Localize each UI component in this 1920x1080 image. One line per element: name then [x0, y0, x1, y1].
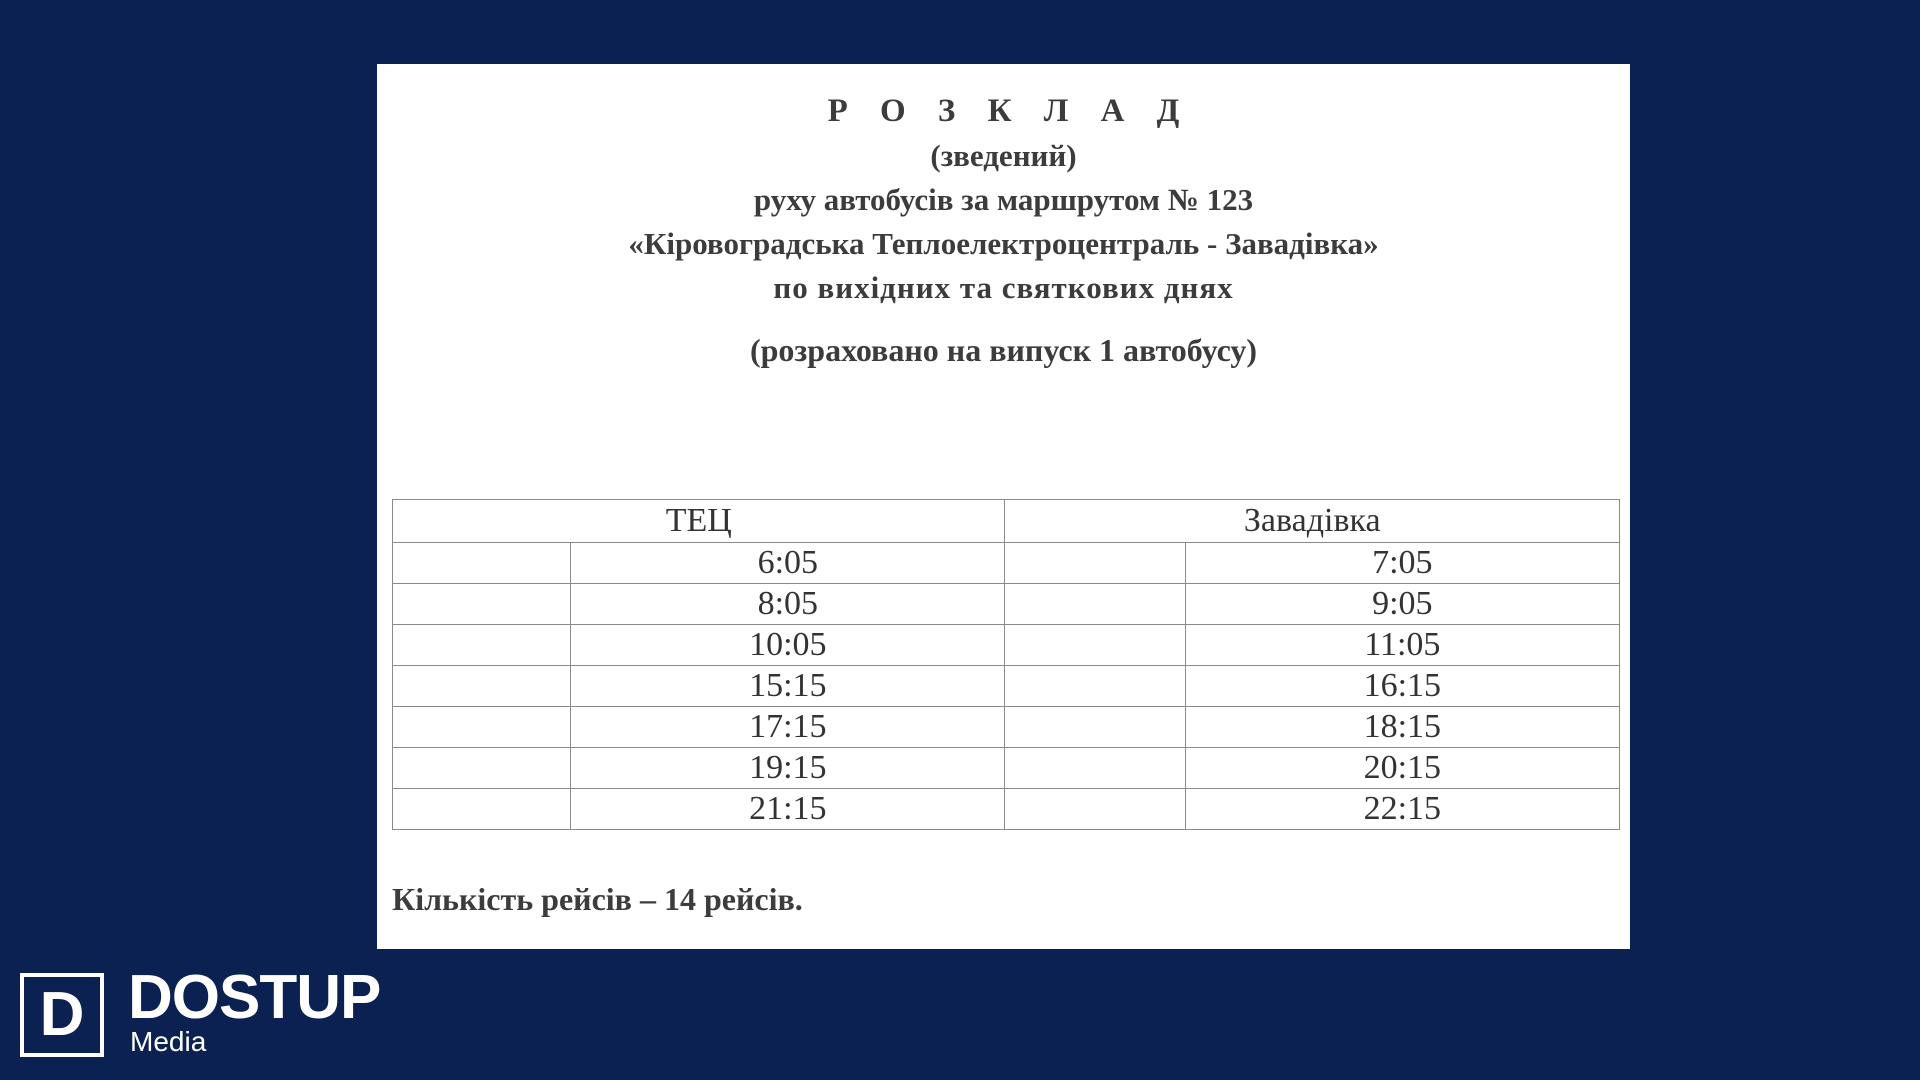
logo-name: DOSTUP	[128, 963, 381, 1032]
tets-time-cell: 15:15	[571, 666, 1005, 707]
blank-cell	[393, 707, 571, 748]
blank-cell	[1005, 584, 1185, 625]
document-subtitle: (зведений)	[930, 138, 1077, 173]
schedule-document	[377, 64, 1630, 949]
tets-time-cell: 10:05	[571, 625, 1005, 666]
zavadivka-time-cell: 18:15	[1185, 707, 1619, 748]
trips-count-note: Кількість рейсів – 14 рейсів.	[392, 881, 803, 917]
blank-cell	[393, 584, 571, 625]
blank-cell	[393, 625, 571, 666]
table-row	[393, 789, 1620, 830]
days-line: по вихідних та святкових днях	[773, 270, 1234, 305]
blank-cell	[1005, 666, 1185, 707]
blank-cell	[393, 543, 571, 584]
route-line: руху автобусів за маршрутом № 123	[753, 182, 1254, 217]
tets-time-cell: 6:05	[571, 543, 1005, 584]
header-tets: ТЕЦ	[393, 500, 1005, 543]
blank-cell	[1005, 543, 1185, 584]
route-name: «Кіровоградська Теплоелектроцентраль - Завадівка»	[628, 226, 1379, 261]
blank-cell	[1005, 748, 1185, 789]
zavadivka-time-cell: 11:05	[1185, 625, 1619, 666]
document-title: Р О З К Л А Д	[827, 93, 1192, 129]
zavadivka-time-cell: 16:15	[1185, 666, 1619, 707]
table-row	[393, 543, 1620, 584]
tets-time-cell: 21:15	[571, 789, 1005, 830]
table-row	[393, 584, 1620, 625]
table-row	[393, 748, 1620, 789]
logo-letter-box: D	[20, 973, 104, 1057]
logo-sub: Media	[130, 1026, 207, 1057]
table-row	[393, 707, 1620, 748]
tets-time-cell: 19:15	[571, 748, 1005, 789]
tets-time-cell: 17:15	[571, 707, 1005, 748]
blank-cell	[393, 789, 571, 830]
schedule-body	[393, 543, 1620, 830]
blank-cell	[1005, 625, 1185, 666]
table-header-row	[393, 500, 1620, 543]
calc-note: (розраховано на випуск 1 автобусу)	[749, 332, 1258, 368]
header-zavadivka: Завадівка	[1005, 500, 1620, 543]
zavadivka-time-cell: 7:05	[1185, 543, 1619, 584]
schedule-table	[392, 499, 1620, 830]
blank-cell	[393, 666, 571, 707]
table-row	[393, 625, 1620, 666]
table-row	[393, 666, 1620, 707]
blank-cell	[1005, 707, 1185, 748]
blank-cell	[393, 748, 571, 789]
tets-time-cell: 8:05	[571, 584, 1005, 625]
zavadivka-time-cell: 22:15	[1185, 789, 1619, 830]
zavadivka-time-cell: 9:05	[1185, 584, 1619, 625]
blank-cell	[1005, 789, 1185, 830]
zavadivka-time-cell: 20:15	[1185, 748, 1619, 789]
